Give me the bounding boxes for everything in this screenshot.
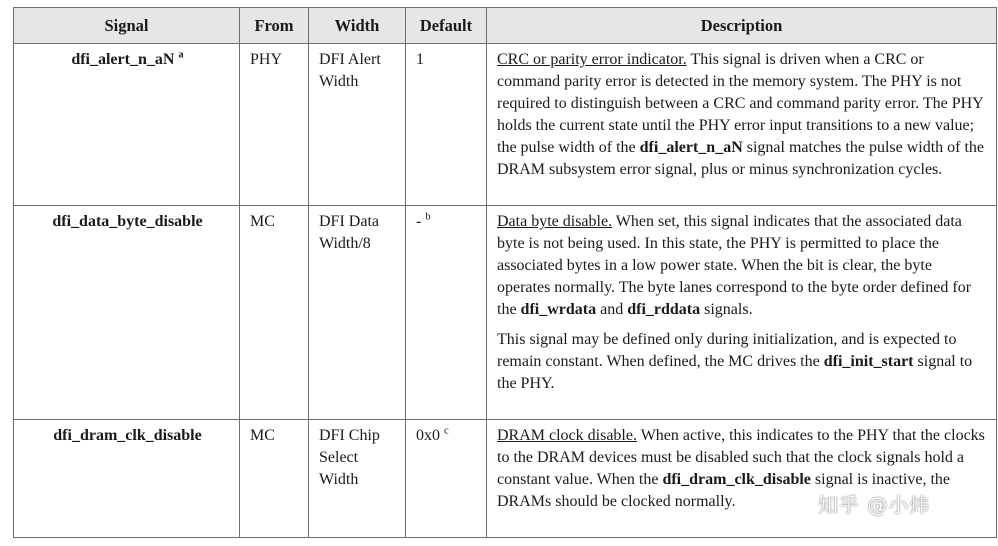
description-text: This signal is driven when a CRC or command parity error is detected in the memory system. The PHY is not required to distinguish between a CRC and command parity error. The PHY holds the current state until the PHY error input transitions to a new value; the pulse width of the	[497, 51, 984, 156]
default-cell	[406, 206, 487, 420]
description-title: DRAM clock disable.	[497, 427, 637, 444]
watermark: 知乎 @小炜	[818, 493, 931, 517]
signal-ref: dfi_wrdata	[520, 301, 597, 318]
header-from: From	[240, 8, 309, 44]
from-cell: MC	[240, 420, 309, 538]
signal-cell	[14, 44, 240, 206]
header-description: Description	[487, 8, 997, 44]
from-cell: MC	[240, 206, 309, 420]
table-row	[14, 44, 997, 206]
header-default: Default	[406, 8, 487, 44]
default-value: 1	[416, 51, 424, 68]
signal-ref: dfi_dram_clk_disable	[662, 471, 811, 488]
footnote-marker: b	[425, 211, 431, 223]
description-title: Data byte disable.	[497, 213, 613, 230]
from-cell: PHY	[240, 44, 309, 206]
description-cell	[487, 420, 997, 538]
signal-name: dfi_alert_n_aN	[71, 51, 175, 68]
default-cell	[406, 44, 487, 206]
width-cell: DFI Data Width/8	[309, 206, 406, 420]
description-text: When set, this signal indicates that the associated data byte is not being used. In this state, the PHY is permitted to place the associated bytes in a low power state. When the bit is clear, the byte operates normally. The byte lanes correspond to the byte order defined for the	[497, 213, 972, 318]
description-paragraph	[497, 211, 988, 321]
signal-ref: dfi_alert_n_aN	[639, 139, 743, 156]
header-width: Width	[309, 8, 406, 44]
description-text: This signal may be defined only during initialization, and is expected to remain constant. When defined, the MC drives the	[497, 331, 957, 370]
table-row	[14, 420, 997, 538]
description-paragraph	[497, 329, 988, 395]
signal-table	[13, 7, 997, 538]
header-signal: Signal	[14, 8, 240, 44]
description-text: signal to the PHY.	[497, 353, 973, 392]
signal-cell	[14, 206, 240, 420]
description-text: signal is inactive, the DRAMs should be clocked normally.	[497, 471, 950, 510]
default-cell	[406, 420, 487, 538]
default-value: 0x0	[416, 427, 440, 444]
signal-cell	[14, 420, 240, 538]
description-cell	[487, 44, 997, 206]
table-row	[14, 206, 997, 420]
description-text: signal matches the pulse width of the DRAM subsystem error signal, plus or minus synchronization cycles.	[497, 139, 985, 178]
signal-name: dfi_dram_clk_disable	[53, 427, 202, 444]
description-text: signals.	[700, 301, 753, 318]
description-text: and	[596, 301, 628, 318]
description-text: When active, this indicates to the PHY that the clocks to the DRAM devices must be disabled such that the clock signals hold a constant value. When the	[497, 427, 985, 488]
description-title: CRC or parity error indicator.	[497, 51, 687, 68]
footnote-marker: c	[444, 425, 449, 437]
signal-ref: dfi_init_start	[823, 353, 914, 370]
default-value: -	[416, 213, 422, 230]
signal-ref: dfi_rddata	[627, 301, 701, 318]
header-row	[14, 8, 997, 44]
description-cell	[487, 206, 997, 420]
footnote-marker: a	[178, 49, 184, 61]
signal-name: dfi_data_byte_disable	[52, 213, 203, 230]
width-cell: DFI Alert Width	[309, 44, 406, 206]
width-cell: DFI Chip Select Width	[309, 420, 406, 538]
